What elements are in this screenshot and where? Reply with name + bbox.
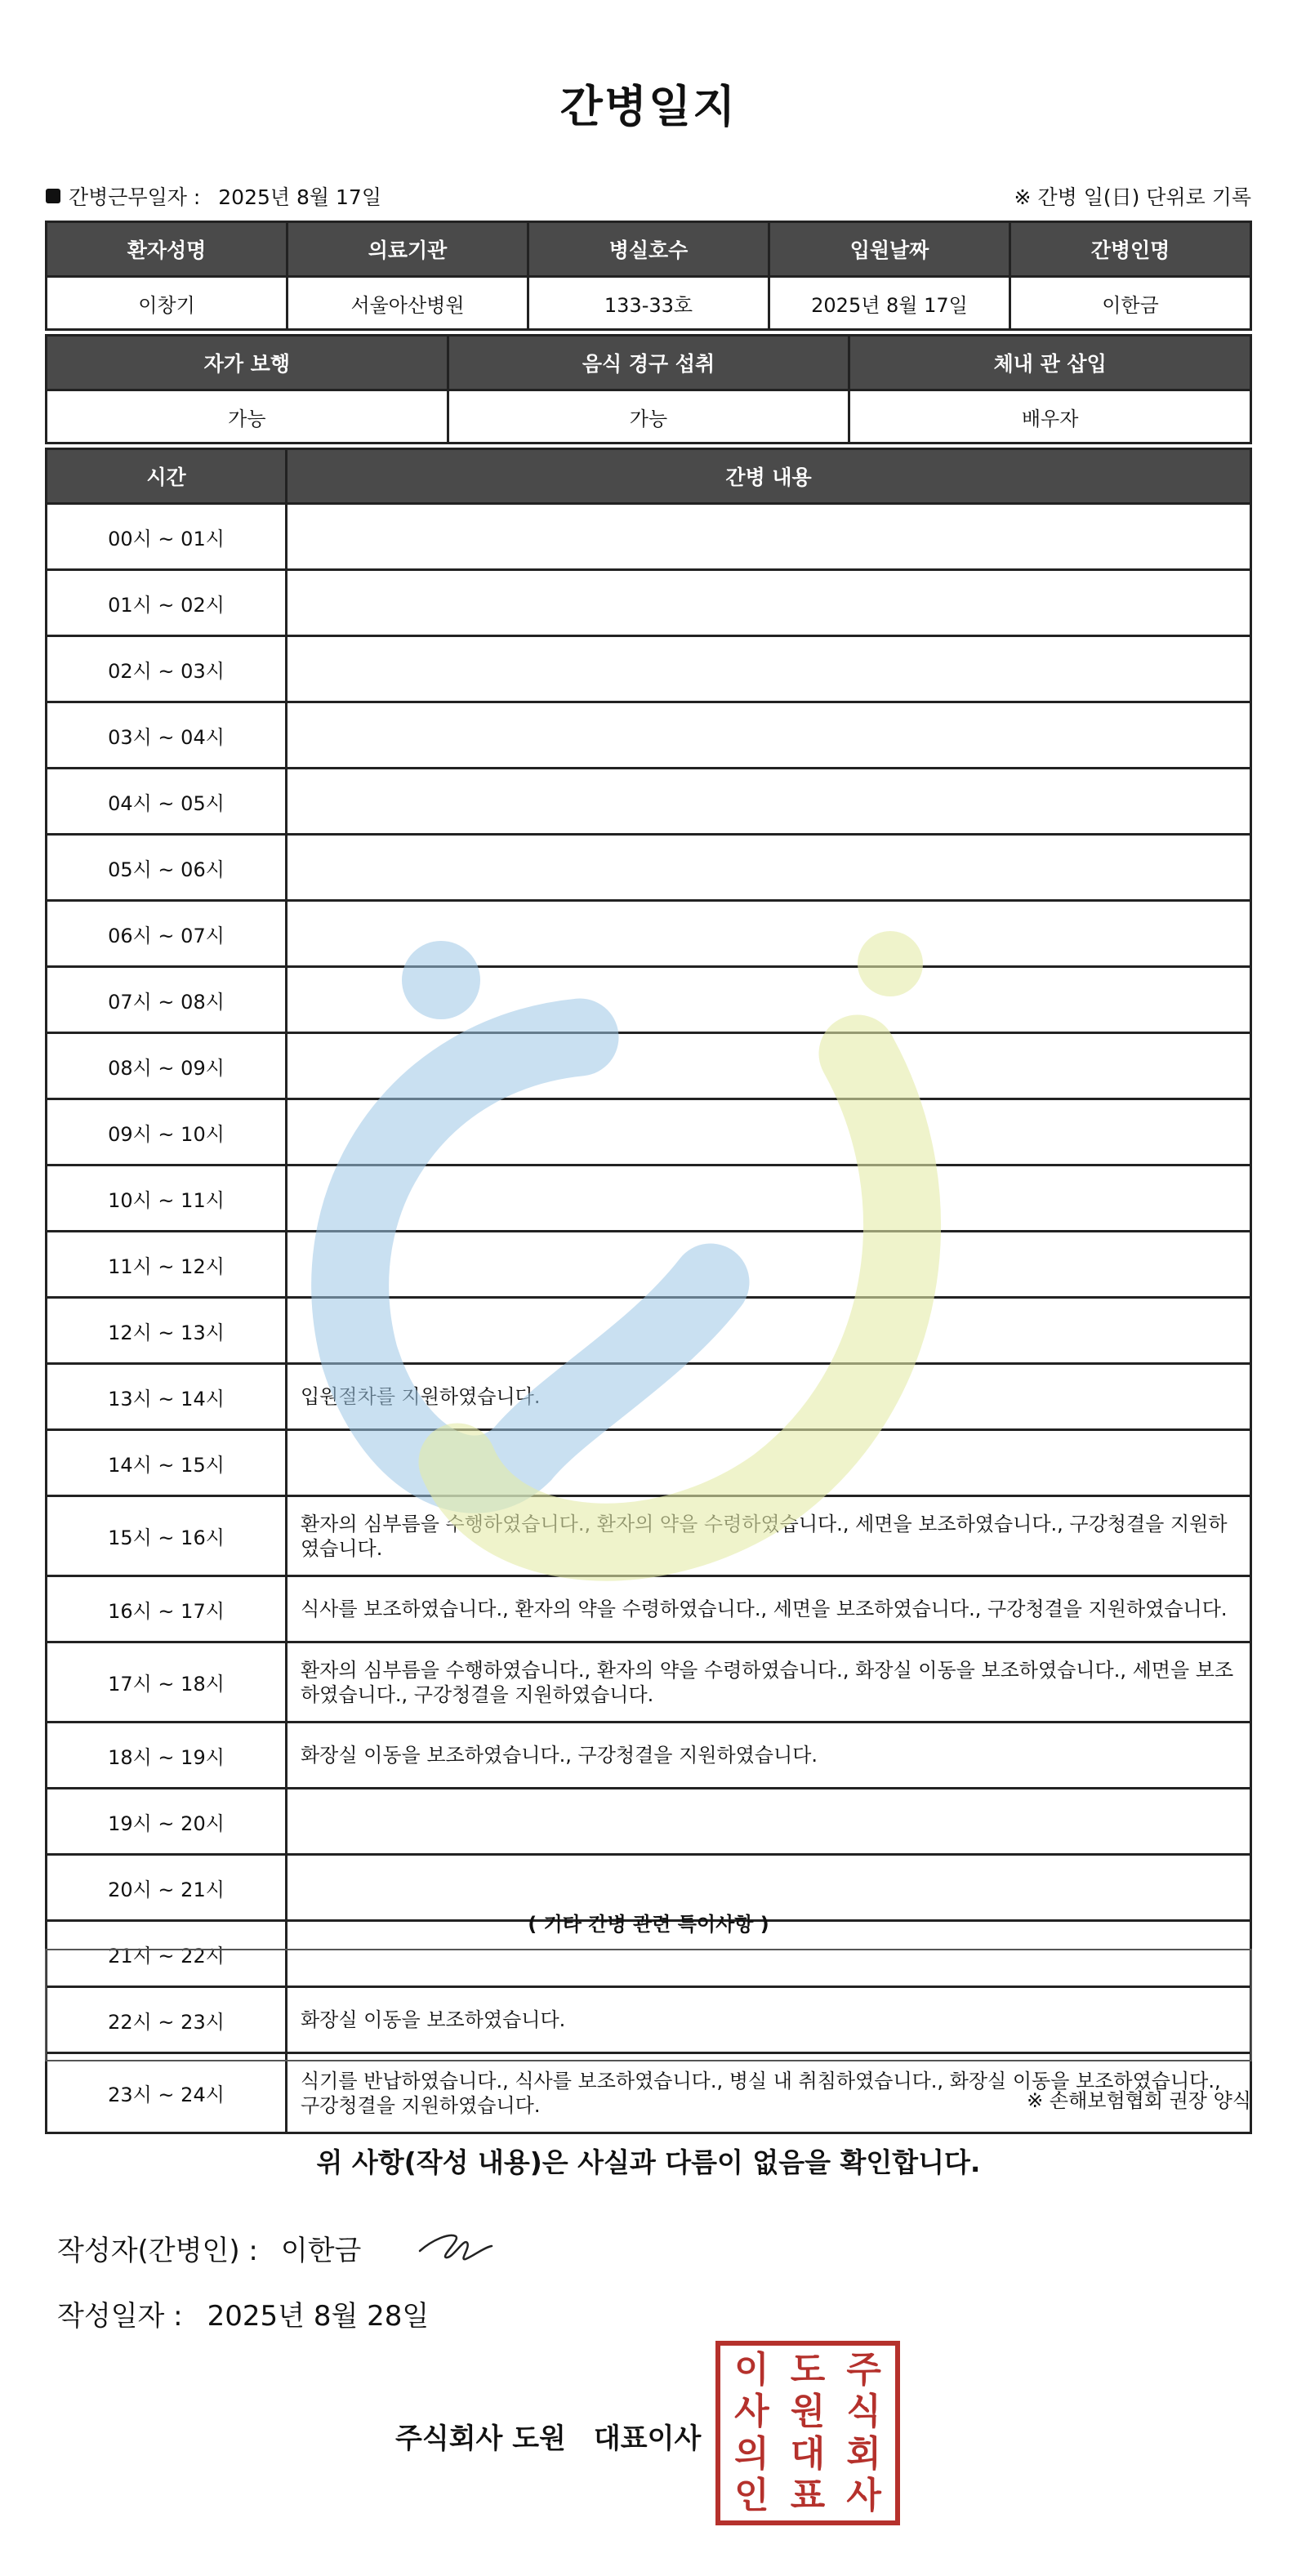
- table-row: [47, 1576, 1251, 1642]
- content-cell: [287, 769, 1251, 835]
- writer-name: 이한금: [280, 2235, 362, 2267]
- info-value-row: [47, 277, 1251, 330]
- content-cell: 식기를 반납하였습니다., 식사를 보조하였습니다., 병실 내 취침하였습니다., 화장실 이동을 보조하였습니다., 구강청결을 지원하였습니다.: [287, 2053, 1251, 2133]
- work-date-label: 간병근무일자 :: [69, 185, 201, 209]
- time-cell: 00시 ~ 01시: [47, 504, 287, 570]
- confirmation-statement: 위 사항(작성 내용)은 사실과 다름이 없음을 확인합니다.: [316, 2146, 981, 2178]
- time-cell: 08시 ~ 09시: [47, 1033, 287, 1099]
- info-value-patient: 이창기: [47, 277, 287, 330]
- time-cell: 12시 ~ 13시: [47, 1298, 287, 1364]
- content-cell: 입원절차를 지원하였습니다.: [287, 1364, 1251, 1430]
- table-row: [47, 1430, 1251, 1496]
- seal-char: 대: [790, 2432, 826, 2475]
- content-cell: 환자의 심부름을 수행하였습니다., 환자의 약을 수령하였습니다., 세면을 보조하였습니다., 구강청결을 지원하였습니다.: [287, 1496, 1251, 1576]
- written-date-label: 작성일자 :: [57, 2300, 183, 2333]
- table-row: [47, 1496, 1251, 1576]
- care-log-table: [45, 448, 1252, 2134]
- status-header-oral-intake: 음식 경구 섭취: [448, 336, 849, 390]
- time-cell: 09시 ~ 10시: [47, 1099, 287, 1165]
- writer-label: 작성자(간병인) :: [57, 2235, 258, 2267]
- info-header-row: [47, 222, 1251, 277]
- time-cell: 02시 ~ 03시: [47, 636, 287, 702]
- work-date-value: 2025년 8월 17일: [218, 185, 381, 209]
- content-cell: 화장실 이동을 보조하였습니다.: [287, 1987, 1251, 2053]
- info-header-room: 병실호수: [528, 222, 769, 277]
- record-note: ※ 간병 일(日) 단위로 기록: [1014, 185, 1251, 209]
- time-cell: 03시 ~ 04시: [47, 702, 287, 769]
- table-row: [47, 769, 1251, 835]
- company-line: [395, 2416, 701, 2456]
- table-row: [47, 1723, 1251, 1789]
- signature-icon: [417, 2223, 494, 2266]
- seal-char: 사: [846, 2475, 881, 2517]
- status-value-tube: 배우자: [849, 390, 1251, 443]
- seal-char: 이: [734, 2348, 769, 2391]
- writer-line: [57, 2228, 361, 2268]
- table-row: [47, 1232, 1251, 1298]
- time-cell: 06시 ~ 07시: [47, 901, 287, 967]
- special-notes-title: ( 기타 간병 관련 특이사항 ): [528, 1913, 769, 1936]
- work-date: [46, 181, 381, 211]
- table-row: [47, 1298, 1251, 1364]
- content-cell: 화장실 이동을 보조하였습니다., 구강청결을 지원하였습니다.: [287, 1723, 1251, 1789]
- time-cell: 05시 ~ 06시: [47, 835, 287, 901]
- status-header-tube: 체내 관 삽입: [849, 336, 1251, 390]
- table-row: [47, 901, 1251, 967]
- log-header-content: 간병 내용: [287, 449, 1251, 504]
- content-cell: [287, 1033, 1251, 1099]
- time-cell: 19시 ~ 20시: [47, 1789, 287, 1855]
- content-cell: [287, 1789, 1251, 1855]
- status-header-row: [47, 336, 1251, 390]
- table-row: [47, 1789, 1251, 1855]
- seal-char: 사: [734, 2391, 769, 2433]
- written-date-value: 2025년 8월 28일: [207, 2300, 430, 2333]
- seal-char: 회: [846, 2432, 881, 2475]
- content-cell: [287, 835, 1251, 901]
- content-cell: [287, 901, 1251, 967]
- content-cell: [287, 1430, 1251, 1496]
- time-cell: 07시 ~ 08시: [47, 967, 287, 1033]
- time-cell: 23시 ~ 24시: [47, 2053, 287, 2133]
- content-cell: [287, 702, 1251, 769]
- table-row: [47, 1165, 1251, 1232]
- written-date-line: [57, 2293, 429, 2333]
- info-header-caregiver: 간병인명: [1010, 222, 1251, 277]
- time-cell: 16시 ~ 17시: [47, 1576, 287, 1642]
- content-cell: 환자의 심부름을 수행하였습니다., 환자의 약을 수령하였습니다., 화장실 이동을 보조하였습니다., 세면을 보조하였습니다., 구강청결을 지원하였습니다.: [287, 1642, 1251, 1723]
- company-name: 주식회사 도원: [395, 2422, 566, 2455]
- status-value-walking: 가능: [47, 390, 448, 443]
- time-cell: 22시 ~ 23시: [47, 1987, 287, 2053]
- info-value-admission: 2025년 8월 17일: [769, 277, 1010, 330]
- page-title: 간병일지: [559, 81, 738, 132]
- content-cell: [287, 967, 1251, 1033]
- content-cell: [287, 570, 1251, 636]
- seal-char: 주: [846, 2348, 881, 2391]
- status-header-walking: 자가 보행: [47, 336, 448, 390]
- table-row: [47, 702, 1251, 769]
- special-notes-box: [45, 1949, 1252, 2061]
- time-cell: 11시 ~ 12시: [47, 1232, 287, 1298]
- table-row: [47, 1099, 1251, 1165]
- time-cell: 14시 ~ 15시: [47, 1430, 287, 1496]
- bullet-icon: [46, 189, 60, 203]
- info-header-admission: 입원날짜: [769, 222, 1010, 277]
- company-rep: 대표이사: [593, 2422, 702, 2455]
- table-row: [47, 1364, 1251, 1430]
- status-value-oral-intake: 가능: [448, 390, 849, 443]
- seal-char: 인: [734, 2475, 769, 2517]
- table-row: [47, 504, 1251, 570]
- log-header-row: [47, 449, 1251, 504]
- seal-char: 표: [790, 2475, 826, 2517]
- patient-info-table: [45, 221, 1252, 331]
- content-cell: [287, 504, 1251, 570]
- content-cell: [287, 636, 1251, 702]
- content-cell: [287, 1232, 1251, 1298]
- time-cell: 13시 ~ 14시: [47, 1364, 287, 1430]
- info-header-patient: 환자성명: [47, 222, 287, 277]
- status-value-row: [47, 390, 1251, 443]
- time-cell: 04시 ~ 05시: [47, 769, 287, 835]
- time-cell: 20시 ~ 21시: [47, 1855, 287, 1921]
- seal-char: 식: [846, 2391, 881, 2433]
- time-cell: 01시 ~ 02시: [47, 570, 287, 636]
- table-row: [47, 636, 1251, 702]
- time-cell: 18시 ~ 19시: [47, 1723, 287, 1789]
- recommend-note: ※ 손해보험협회 권장 양식: [1027, 2089, 1251, 2112]
- info-value-caregiver: 이한금: [1010, 277, 1251, 330]
- table-row: [47, 835, 1251, 901]
- time-cell: 15시 ~ 16시: [47, 1496, 287, 1576]
- content-cell: [287, 1298, 1251, 1364]
- company-seal: [715, 2341, 900, 2525]
- time-cell: 17시 ~ 18시: [47, 1642, 287, 1723]
- time-cell: 10시 ~ 11시: [47, 1165, 287, 1232]
- info-value-hospital: 서울아산병원: [287, 277, 528, 330]
- log-header-time: 시간: [47, 449, 287, 504]
- info-value-room: 133-33호: [528, 277, 769, 330]
- content-cell: [287, 1099, 1251, 1165]
- seal-char: 도: [790, 2348, 826, 2391]
- seal-char: 의: [734, 2432, 769, 2475]
- table-row: [47, 570, 1251, 636]
- table-row: [47, 1033, 1251, 1099]
- table-row: [47, 967, 1251, 1033]
- info-header-hospital: 의료기관: [287, 222, 528, 277]
- time-cell: 21시 ~ 22시: [47, 1921, 287, 1987]
- table-row: [47, 1642, 1251, 1723]
- seal-char: 원: [790, 2391, 826, 2433]
- content-cell: [287, 1165, 1251, 1232]
- content-cell: 식사를 보조하였습니다., 환자의 약을 수령하였습니다., 세면을 보조하였습니다., 구강청결을 지원하였습니다.: [287, 1576, 1251, 1642]
- patient-status-table: [45, 334, 1252, 444]
